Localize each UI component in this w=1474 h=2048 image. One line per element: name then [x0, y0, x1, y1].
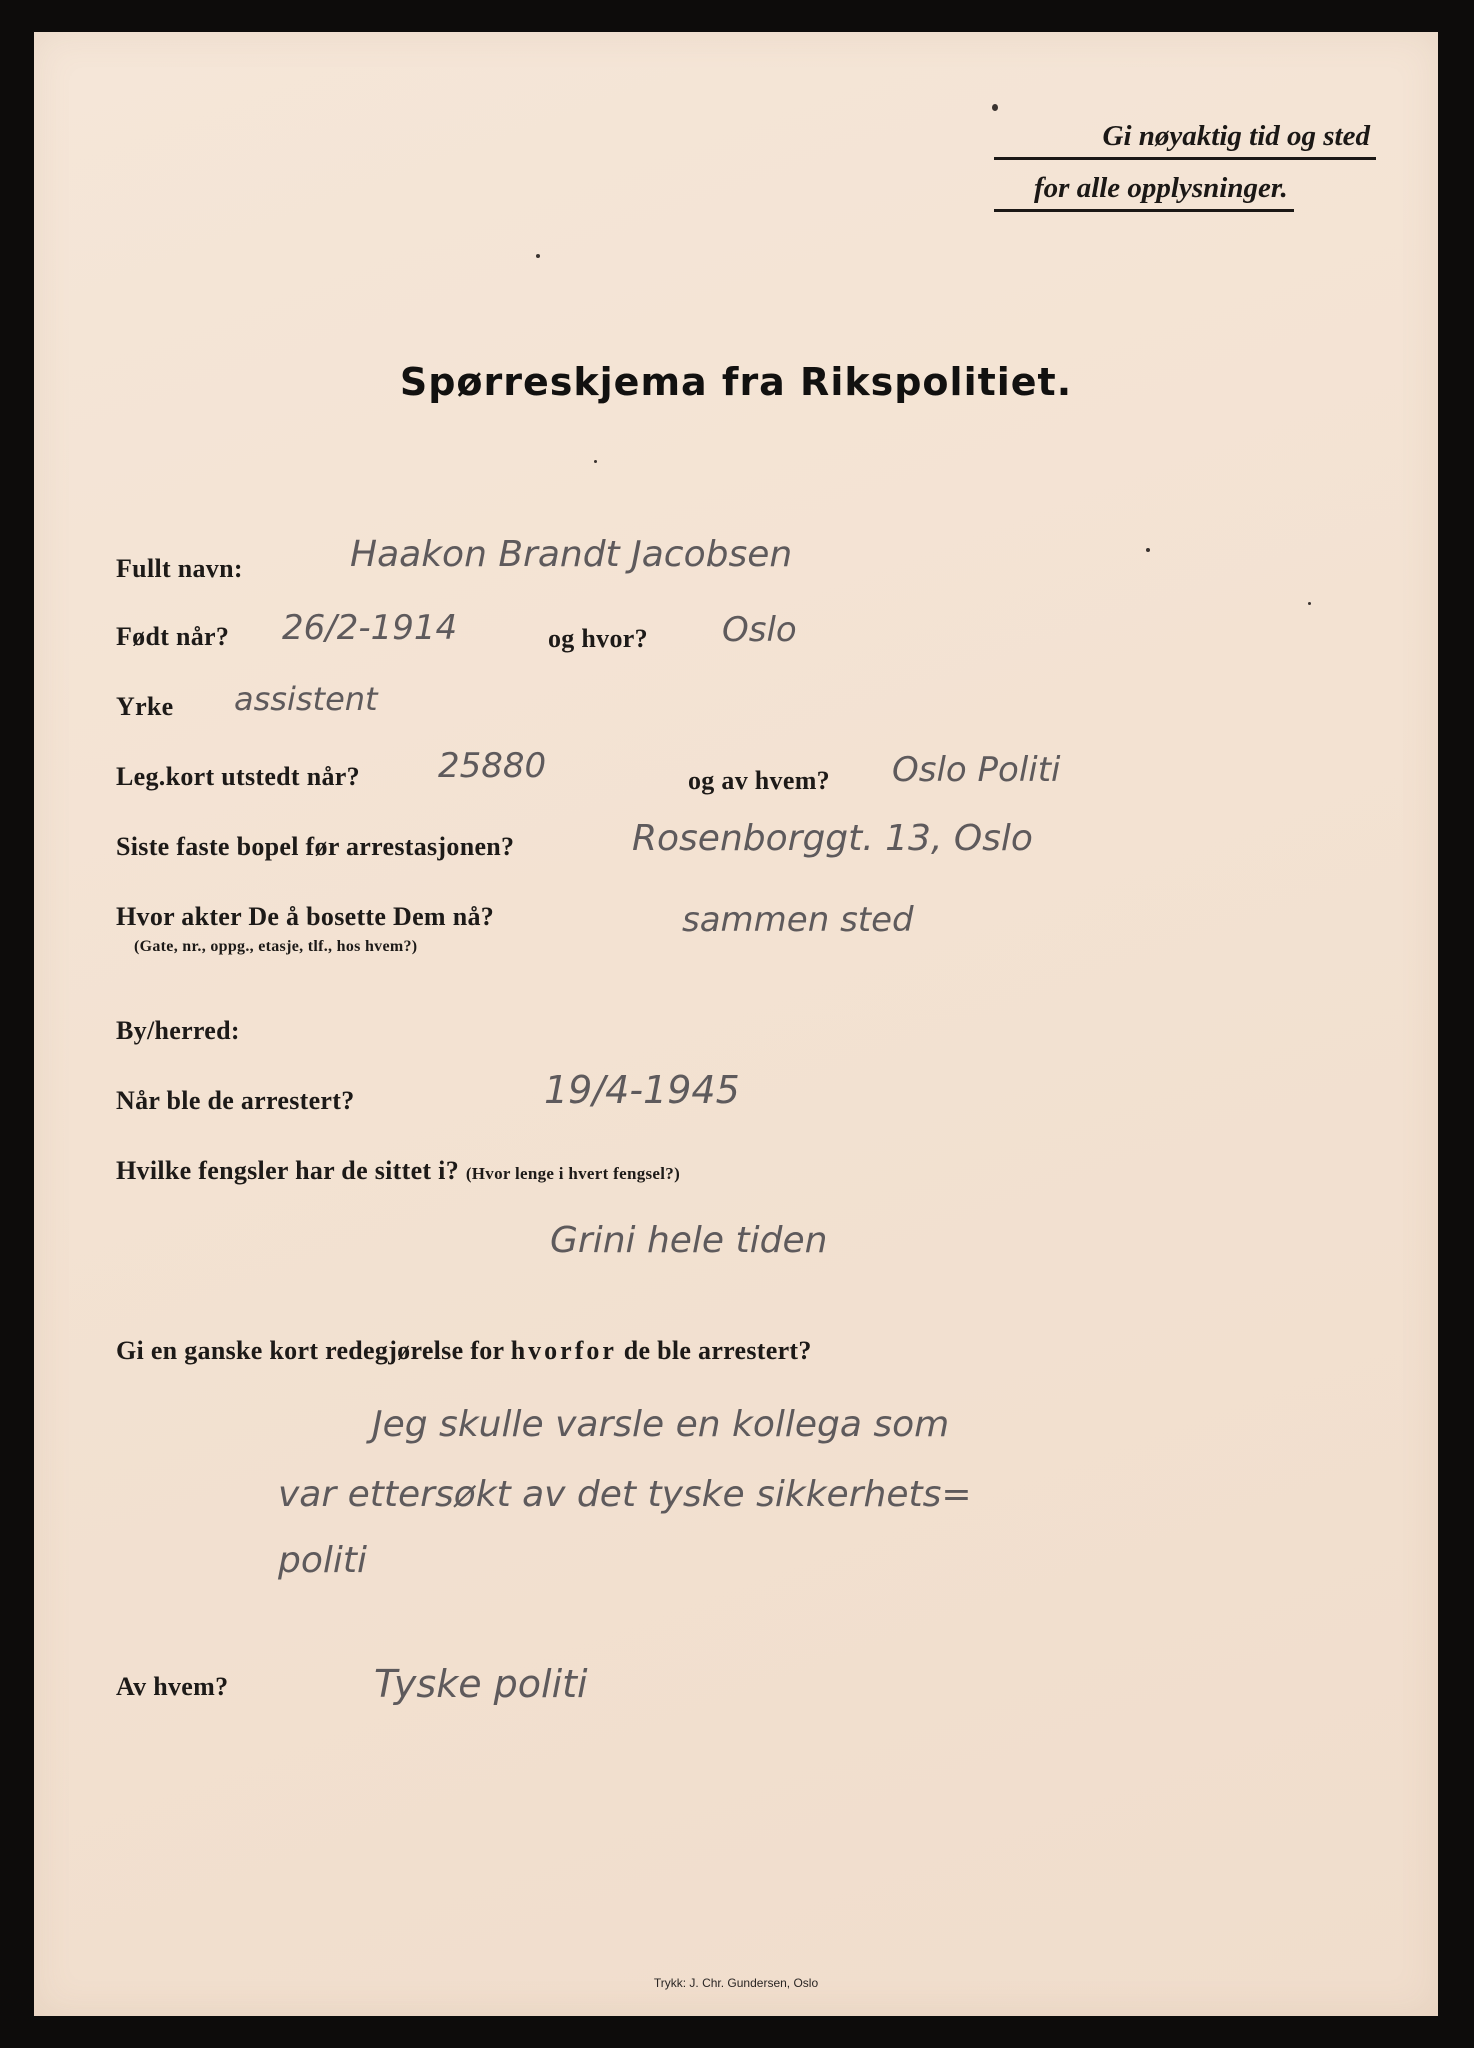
value-settle-now: sammen sted	[682, 900, 914, 940]
value-prisons: Grini hele tiden	[550, 1220, 828, 1261]
label-arrest-reason-emph: hvorfor	[510, 1336, 617, 1365]
label-born-when: Født når?	[116, 622, 230, 651]
label-settle-now: Hvor akter De å bosette Dem nå?	[116, 902, 495, 931]
label-arrest-date: Når ble de arrestert?	[116, 1086, 355, 1115]
label-full-name: Fullt navn:	[116, 554, 243, 583]
label-arrest-reason-pre: Gi en ganske kort redegjørelse for	[116, 1336, 511, 1365]
value-born-where: Oslo	[722, 610, 797, 650]
notice-line-2: for alle opplysninger.	[994, 172, 1294, 212]
label-prisons	[116, 1156, 680, 1186]
questionnaire-form	[34, 32, 1438, 2016]
form-title: Spørreskjema fra Rikspolitiet.	[399, 360, 1073, 404]
instruction-notice	[994, 120, 1376, 212]
value-born-when: 26/2-1914	[282, 608, 458, 648]
paper-speck	[1146, 548, 1150, 552]
label-last-residence: Siste faste bopel før arrestasjonen?	[116, 832, 515, 861]
value-arrest-reason-line-1: Jeg skulle varsle en kollega som	[372, 1404, 950, 1445]
printer-imprint: Trykk: J. Chr. Gundersen, Oslo	[653, 1976, 819, 1990]
value-occupation: assistent	[234, 680, 378, 718]
value-full-name: Haakon Brandt Jacobsen	[350, 534, 793, 575]
value-arrest-date: 19/4-1945	[544, 1068, 740, 1112]
value-last-residence: Rosenborggt. 13, Oslo	[632, 818, 1033, 859]
value-arrest-reason-line-3: politi	[278, 1540, 367, 1581]
paper-speck	[536, 254, 540, 258]
label-arrest-reason-post: de ble arrestert?	[616, 1336, 812, 1365]
label-settle-now-hint: (Gate, nr., oppg., etasje, tlf., hos hvem?)	[134, 938, 418, 955]
value-id-card-issued: 25880	[438, 746, 547, 786]
label-prisons-main: Hvilke fengsler har de sittet i?	[116, 1156, 459, 1185]
paper-speck	[594, 460, 597, 463]
label-occupation: Yrke	[116, 692, 174, 721]
label-born-where: og hvor?	[548, 624, 648, 653]
value-arrested-by: Tyske politi	[374, 1662, 588, 1706]
label-arrested-by: Av hvem?	[116, 1672, 229, 1701]
label-id-card-issued: Leg.kort utstedt når?	[116, 762, 360, 791]
paper-speck	[992, 104, 998, 111]
label-issued-by: og av hvem?	[688, 766, 830, 795]
label-municipality: By/herred:	[116, 1016, 240, 1045]
label-prisons-hint: (Hvor lenge i hvert fengsel?)	[465, 1164, 681, 1183]
paper-speck	[1308, 602, 1311, 605]
notice-line-1: Gi nøyaktig tid og sted	[994, 120, 1376, 160]
value-issued-by: Oslo Politi	[892, 750, 1061, 790]
label-arrest-reason	[116, 1336, 812, 1366]
value-arrest-reason-line-2: var ettersøkt av det tyske sikkerhets=	[278, 1474, 972, 1515]
